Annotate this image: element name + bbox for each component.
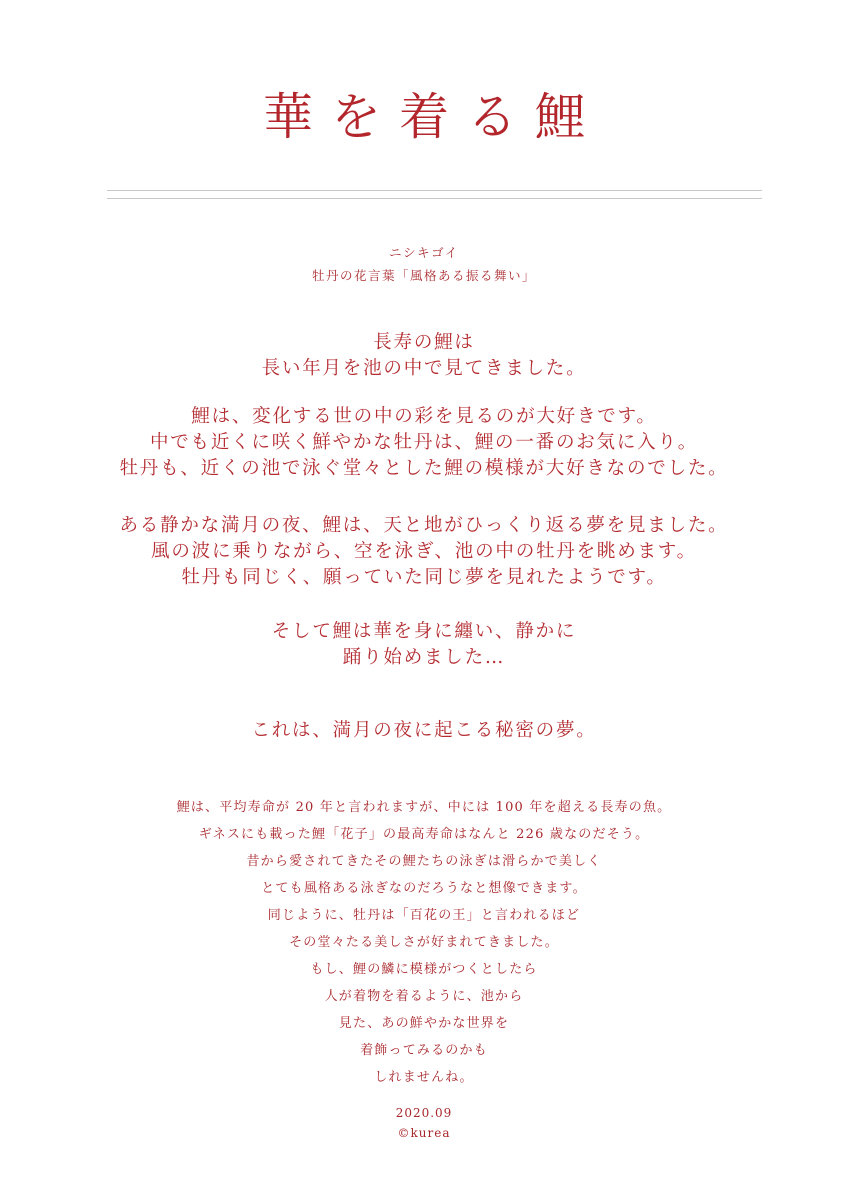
poem-stanza-1 <box>0 330 848 382</box>
prose-line: 見た、あの鮮やかな世界を <box>338 1016 510 1031</box>
poem-closing-line: これは、満月の夜に起こる秘密の夢。 <box>251 720 597 741</box>
poem-line: 牡丹も、近くの池で泳ぐ堂々とした鯉の模様が大好きなのでした。 <box>119 458 729 479</box>
poem-stanza-4 <box>0 619 848 671</box>
poem-line: 中でも近くに咲く鮮やかな牡丹は、鯉の一番のお気に入り。 <box>149 432 699 453</box>
prose-line: もし、鯉の鱗に模様がつくとしたら <box>310 962 538 977</box>
poem-line: 踊り始めました… <box>342 647 506 668</box>
poem-line: ある静かな満月の夜、鯉は、天と地がひっくり返る夢を見ました。 <box>119 515 729 536</box>
poem-line: そして鯉は華を身に纏い、静かに <box>271 621 577 642</box>
prose-line: 昔から愛されてきたその鯉たちの泳ぎは滑らかで美しく <box>246 854 602 869</box>
poem-line: 風の波に乗りながら、空を泳ぎ、池の中の牡丹を眺めます。 <box>151 541 697 562</box>
poem-line: 長寿の鯉は <box>373 332 475 353</box>
poem-line: 牡丹も同じく、願っていた同じ夢を見れたようです。 <box>181 567 667 588</box>
prose-line: とても風格ある泳ぎなのだろうなと想像できます。 <box>261 881 587 896</box>
page-title: 華を着る鯉 <box>263 88 603 146</box>
poem-line: 長い年月を池の中で見てきました。 <box>261 358 587 379</box>
prose-line: その堂々たる美しさが好まれてきました。 <box>289 935 559 950</box>
title-divider-bottom <box>107 198 762 199</box>
prose-line: 鯉は、平均寿命が 20 年と言われますが、中には 100 年を超える長寿の魚。 <box>176 800 672 815</box>
prose-line: 同じように、牡丹は「百花の王」と言われるほど <box>267 908 581 923</box>
poem-stanza-3 <box>0 513 848 591</box>
title-divider-top <box>107 190 762 191</box>
prose-line: 人が着物を着るように、池から <box>324 989 524 1004</box>
prose-block <box>0 794 848 1091</box>
prose-line: しれませんね。 <box>374 1070 474 1085</box>
prose-line: 着飾ってみるのかも <box>360 1043 488 1058</box>
subtitle-flower-language: 牡丹の花言葉「風格ある振る舞い」 <box>311 268 536 283</box>
footer-date: 2020.09 <box>395 1106 453 1120</box>
prose-line: ギネスにも載った鯉「花子」の最高寿命はなんと 226 歳なのだそう。 <box>198 827 650 842</box>
footer-credit: ©kurea <box>397 1126 451 1140</box>
poem-closing <box>0 718 848 744</box>
subtitle-reading: ニシキゴイ <box>389 245 459 260</box>
poem-stanza-2 <box>0 404 848 482</box>
poem-line: 鯉は、変化する世の中の彩を見るのが大好きです。 <box>191 406 657 427</box>
